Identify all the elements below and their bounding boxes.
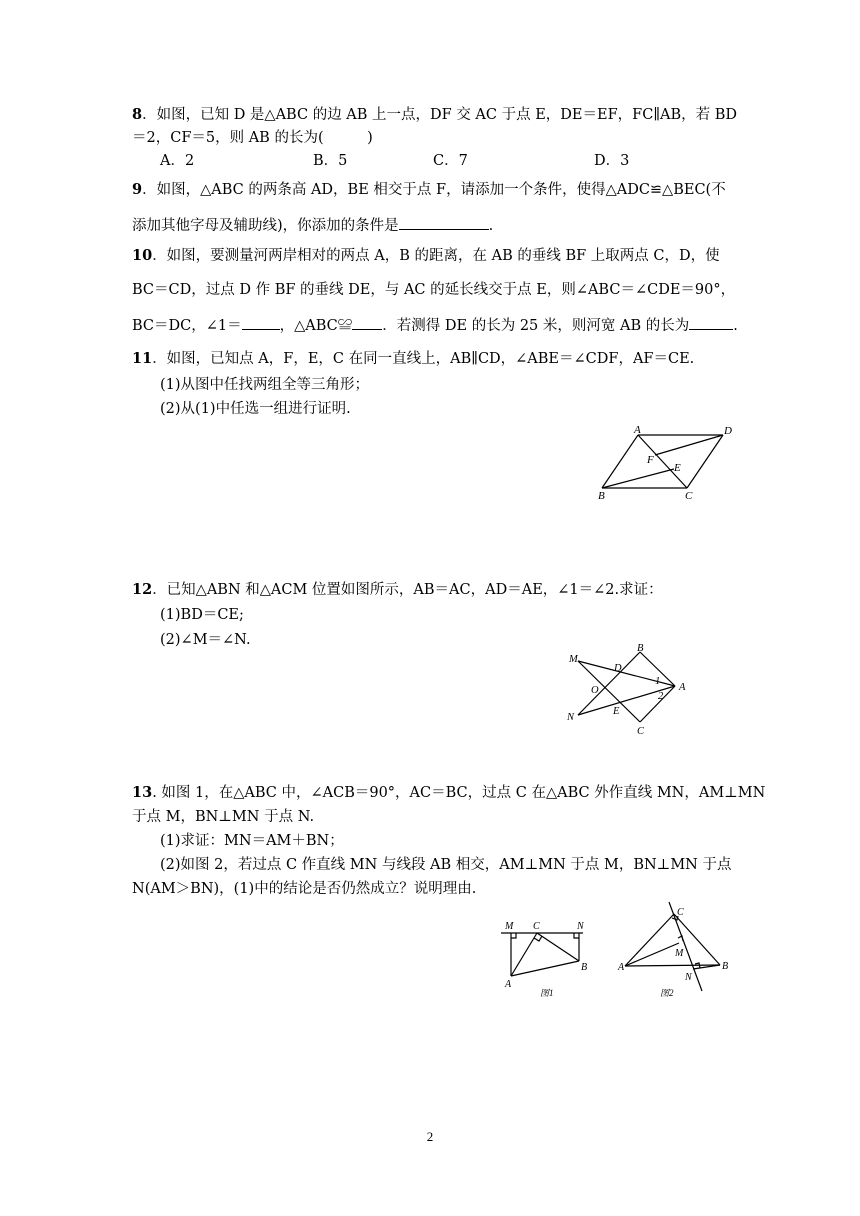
q13-fig2-label-c: C <box>677 907 684 918</box>
q13-fig1-segment-ac <box>511 933 537 976</box>
q10-text-3d: . <box>733 318 738 334</box>
q8-option-a: A．2 <box>160 153 195 169</box>
q8-line1 <box>132 106 737 124</box>
q12-number: 12 <box>132 581 153 598</box>
q12-label-m: M <box>569 654 578 665</box>
q10-text-3c: ．若测得 DE 的长为 25 米，则河宽 AB 的长为 <box>382 318 690 334</box>
q13-fig2-label-m: M <box>675 948 684 959</box>
q11-segment-df <box>655 435 723 455</box>
q11-line1 <box>132 350 694 368</box>
q8-number: 8 <box>132 106 143 123</box>
q12-label-d: D <box>614 663 622 674</box>
q9-line1 <box>132 181 726 199</box>
q10-text-1: ．如图，要测量河两岸相对的两点 A，B 的距离，在 AB 的垂线 BF 上取两点 C，D，使 <box>152 248 720 264</box>
q9-answer-blank[interactable] <box>399 215 489 230</box>
q9-number: 9 <box>132 181 143 198</box>
q13-fig2-segment-ab <box>625 965 720 966</box>
q10-blank-triangle[interactable] <box>352 315 382 330</box>
q10-blank-width[interactable] <box>689 315 733 330</box>
q13-fig1-segment-cb <box>537 933 579 961</box>
q12-sub1: (1)BD＝CE; <box>160 607 244 623</box>
q13-fig2-right-angle-m <box>678 936 683 941</box>
q11-text-1: ．如图，已知点 A，F，E，C 在同一直线上，AB∥CD，∠ABE＝∠CDF，AF＝CE. <box>152 351 695 367</box>
q13-fig1-caption: 图1 <box>540 988 554 998</box>
q11-label-f: F <box>647 454 654 466</box>
q13-sub2a: (2)如图 2，若过点 C 作直线 MN 与线段 AB 相交，AM⊥MN 于点 M，BN⊥MN 于点 <box>160 857 732 873</box>
q9-text-1: ．如图，△ABC 的两条高 AD，BE 相交于点 F，请添加一个条件，使得△ADC≌△BEC(不 <box>142 182 726 198</box>
q9-line2 <box>132 215 493 235</box>
q9-text-2: 添加其他字母及辅助线)，你添加的条件是 <box>132 218 399 234</box>
q11-label-d: D <box>724 425 732 437</box>
q13-sub2b: N(AM＞BN)，(1)中的结论是否仍然成立？说明理由. <box>132 881 477 897</box>
q11-figure <box>590 424 740 504</box>
q13-fig1-right-angle-m <box>511 933 516 938</box>
q10-number: 10 <box>132 247 153 264</box>
q13-figure1 <box>497 916 595 1000</box>
q12-label-a: A <box>679 682 686 693</box>
q8-option-d: D．3 <box>594 153 630 169</box>
q13-fig1-label-n: N <box>577 921 584 932</box>
q8-line2: ＝2，CF＝5，则 AB 的长为( ) <box>132 130 373 146</box>
q8-text-1: ．如图，已知 D 是△ABC 的边 AB 上一点，DF 交 AC 于点 E，DE＝EF，FC∥AB，若 BD <box>142 107 738 123</box>
page-number: 2 <box>426 1129 434 1144</box>
q12-label-b: B <box>637 643 644 654</box>
q10-text-3a: BC＝DC，∠1＝ <box>132 318 242 334</box>
q11-label-c: C <box>685 490 693 502</box>
q13-fig1-label-m: M <box>505 921 514 932</box>
q12-figure <box>560 640 700 740</box>
q12-label-e: E <box>613 706 620 717</box>
q13-fig2-caption: 图2 <box>660 988 674 998</box>
q13-fig2-label-a: A <box>618 962 625 973</box>
q13-fig1-label-b: B <box>581 962 588 973</box>
q13-fig2-label-b: B <box>722 961 729 972</box>
q8-option-c: C．7 <box>433 153 468 169</box>
q12-label-angle1: 1 <box>655 676 661 687</box>
q10-line3 <box>132 315 738 335</box>
q13-line1 <box>132 784 765 802</box>
q13-fig2-label-n: N <box>685 972 692 983</box>
q11-number: 11 <box>132 350 153 367</box>
q10-line1 <box>132 247 720 265</box>
q12-label-o: O <box>591 685 599 696</box>
q11-sub1: (1)从图中任找两组全等三角形； <box>160 377 370 393</box>
q11-label-e: E <box>674 462 681 474</box>
q13-figure2 <box>617 900 737 1000</box>
q13-text-1: . 如图 1，在△ABC 中，∠ACB＝90°，AC＝BC，过点 C 在△ABC 外作直线 MN，AM⊥MN <box>152 785 766 801</box>
q12-segment-ma <box>578 661 675 686</box>
q13-sub1: (1)求证：MN＝AM＋BN； <box>160 833 344 849</box>
q9-text-end: . <box>488 218 494 234</box>
q10-line2: BC＝CD，过点 D 作 BF 的垂线 DE，与 AC 的延长线交于点 E，则∠ABC＝∠CDE＝90°， <box>132 282 736 298</box>
q10-text-3b: ，△ABC≌ <box>279 318 353 334</box>
q13-fig1-label-c: C <box>533 921 540 932</box>
q13-fig1-segment-ab <box>511 961 579 976</box>
q13-fig1-right-angle-n <box>574 933 579 938</box>
q11-segment-dc <box>687 435 723 488</box>
q12-label-n: N <box>567 712 575 723</box>
q12-text-1: ．已知△ABN 和△ACM 位置如图所示，AB＝AC，AD＝AE，∠1＝∠2.求证： <box>152 582 663 598</box>
q12-sub2: (2)∠M＝∠N. <box>160 632 251 648</box>
q13-fig2-segment-ac <box>625 914 674 966</box>
q11-label-b: B <box>598 490 605 502</box>
q11-sub2: (2)从(1)中任选一组进行证明. <box>160 401 351 417</box>
q13-line2: 于点 M，BN⊥MN 于点 N. <box>132 809 315 825</box>
q8-option-b: B．5 <box>313 153 348 169</box>
q12-label-c: C <box>637 726 645 737</box>
q13-fig1-label-a: A <box>505 979 512 990</box>
q10-blank-angle[interactable] <box>242 315 280 330</box>
q12-segment-mc <box>578 661 640 722</box>
q13-number: 13 <box>132 784 153 801</box>
q12-label-angle2: 2 <box>658 691 664 702</box>
q13-fig2-segment-am <box>625 943 679 966</box>
q11-label-a: A <box>634 424 641 436</box>
q12-line1 <box>132 581 663 599</box>
